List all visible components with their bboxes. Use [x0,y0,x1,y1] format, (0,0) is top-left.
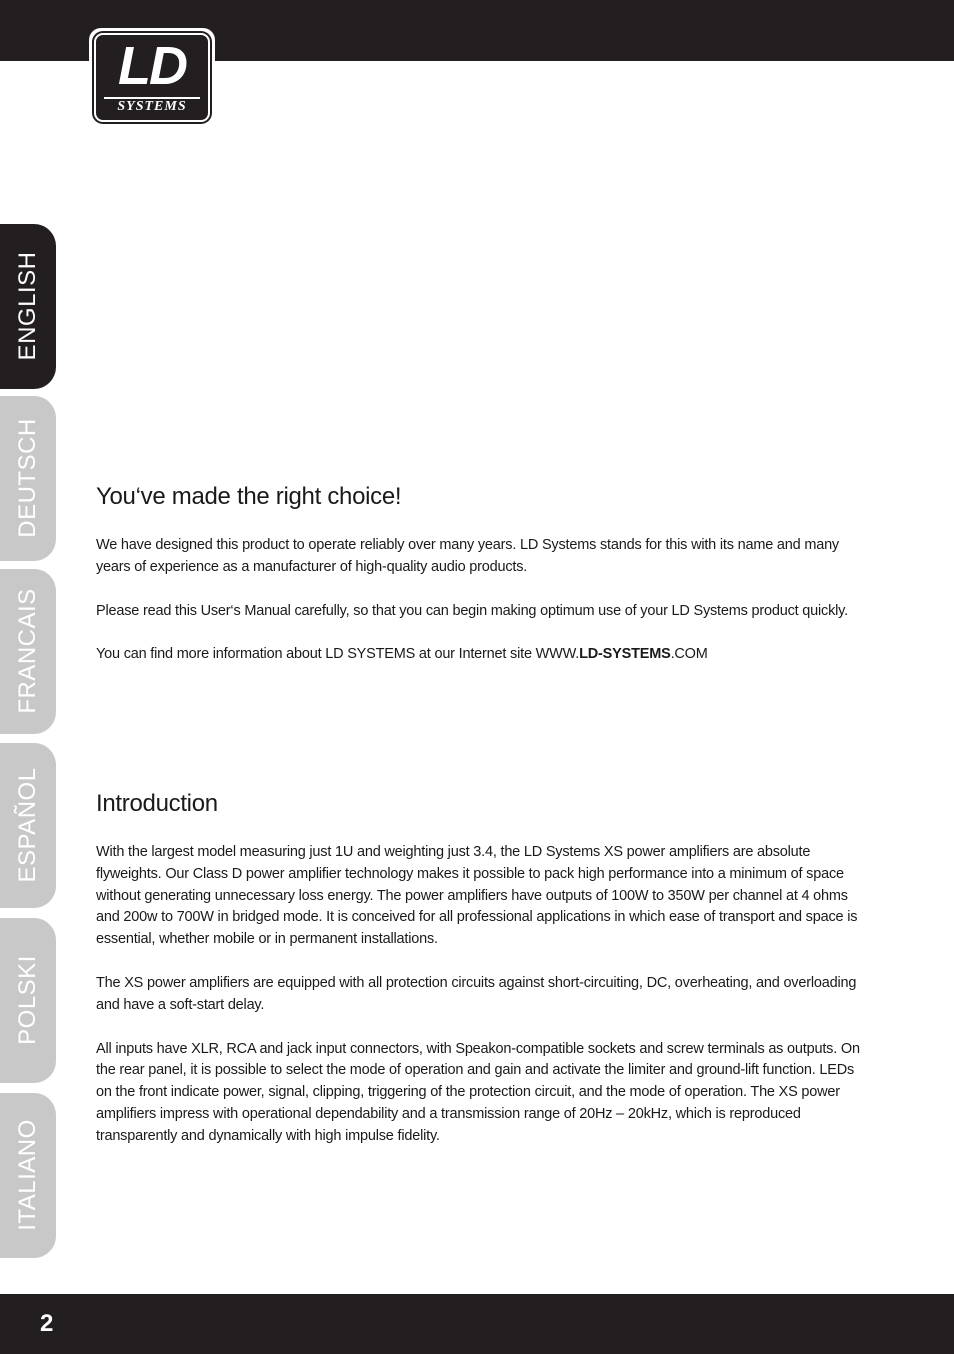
paragraph-manual: Please read this User‘s Manual carefully, so that you can begin making optimum use of your LD Systems product quickly. [96,602,848,619]
tab-english-label: ENGLISH [14,251,41,361]
tab-italiano-label: ITALIANO [14,1119,41,1231]
tab-polski-label: POLSKI [14,955,41,1045]
paragraph-intro-2: The XS power amplifiers are equipped with all protection circuits against short-circuiting, DC, overheating, and overloading and have a soft-start delay. [96,974,857,1013]
section-heading-right-choice: You‘ve made the right choice! [96,483,402,510]
tab-polski[interactable] [0,918,56,1083]
tab-espanol[interactable] [0,743,56,908]
tab-english[interactable] [0,224,56,389]
paragraph-website [96,644,860,666]
logo-systems-text: SYSTEMS [117,99,187,114]
section-heading-introduction: Introduction [96,790,218,817]
website-link-domain[interactable]: LD-SYSTEMS [579,646,671,663]
paragraph-intro-3: All inputs have XLR, RCA and jack input connectors, with Speakon-compatible sockets and screw terminals as outputs. On the rear panel, it is possible to select the mode of operation and gain and activate the limiter and ground-lift function. LEDs on the front indicate power, signal, clipping, triggering of the protection circuit, and the mode of operation. The XS power amplifiers impress with operational dependability and a transmission range of 20Hz – 20kHz, which is reproduced transparently and dynamically with high impulse fidelity. [96,1040,860,1144]
tab-deutsch[interactable] [0,396,56,561]
section-introduction [96,789,860,1148]
tab-francais[interactable] [0,569,56,734]
footer-bar [0,1294,954,1354]
ld-systems-logo [89,28,215,127]
website-link-suffix: .COM [670,646,708,663]
tab-deutsch-label: DEUTSCH [14,418,41,538]
page-number: 2 [40,1310,54,1337]
paragraph-intro-1: With the largest model measuring just 1U and weighting just 3.4, the LD Systems XS power amplifiers are absolute flyweights. Our Class D power amplifier technology makes it possible to pack high performance into a minimum of space without generating unnecessary loss energy. The power amplifiers have outputs of 100W to 350W per channel at 4 ohms and 200w to 700W in bridged mode. It is conceived for all professional applications in which ease of transport and space is essential, whether mobile or in permanent installations. [96,844,858,948]
website-text: You can find more information about LD SYSTEMS at our Internet site WWW. [96,646,580,663]
logo-badge [94,33,210,122]
tab-italiano[interactable] [0,1093,56,1258]
paragraph-design: We have designed this product to operate reliably over many years. LD Systems stands for this with its name and many years of experience as a manufacturer of high-quality audio products. [96,537,839,575]
tab-francais-label: FRANCAIS [14,588,41,714]
logo-ld-text: LD [118,36,186,96]
section-right-choice [96,482,860,666]
tab-espanol-label: ESPAÑOL [14,767,41,883]
